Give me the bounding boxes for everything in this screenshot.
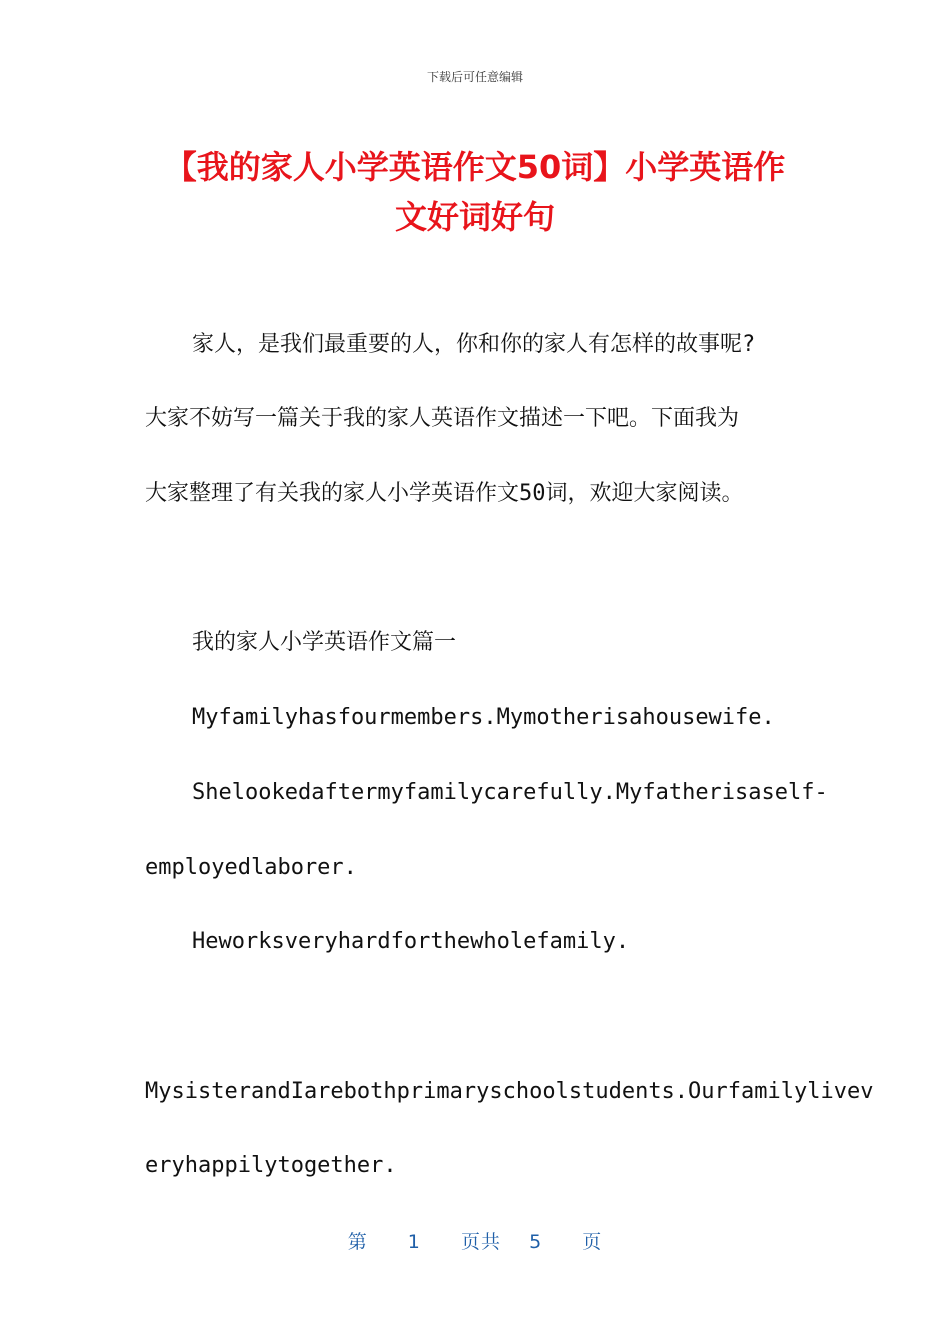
- essay-line-3: employedlaborer.: [145, 855, 357, 880]
- footer-page-current: 1: [407, 1231, 421, 1253]
- title-line-1: 【我的家人小学英语作文50词】小学英语作: [164, 148, 786, 186]
- footer-page-total: 5: [529, 1231, 543, 1253]
- document-title: [120, 142, 830, 242]
- essay-line-2: Shelookedaftermyfamilycarefully.Myfatherisaself-: [192, 780, 828, 805]
- intro-line-1: 家人，是我们最重要的人，你和你的家人有怎样的故事呢?: [192, 332, 756, 357]
- section-heading: 我的家人小学英语作文篇一: [192, 630, 457, 655]
- intro-line-3: 大家整理了有关我的家人小学英语作文50词，欢迎大家阅读。: [145, 481, 744, 506]
- footer-page-label: 第: [347, 1231, 368, 1253]
- footer-page-suffix: 页: [582, 1231, 603, 1253]
- essay-line-6: eryhappilytogether.: [145, 1153, 397, 1178]
- essay-line-4: Heworksveryhardforthewholefamily.: [192, 929, 630, 954]
- intro-line-2: 大家不妨写一篇关于我的家人英语作文描述一下吧。下面我为: [145, 406, 740, 431]
- essay-line-1: Myfamilyhasfourmembers.Mymotherisahousewife.: [192, 705, 775, 730]
- title-line-2: 文好词好句: [394, 198, 555, 236]
- header-note: 下载后可任意编辑: [426, 70, 523, 84]
- essay-line-5: MysisterandIarebothprimaryschoolstudents.Ourfamilylivev: [145, 1079, 874, 1104]
- footer-page-sep: 页共: [460, 1231, 501, 1253]
- page-footer: [0, 1227, 950, 1254]
